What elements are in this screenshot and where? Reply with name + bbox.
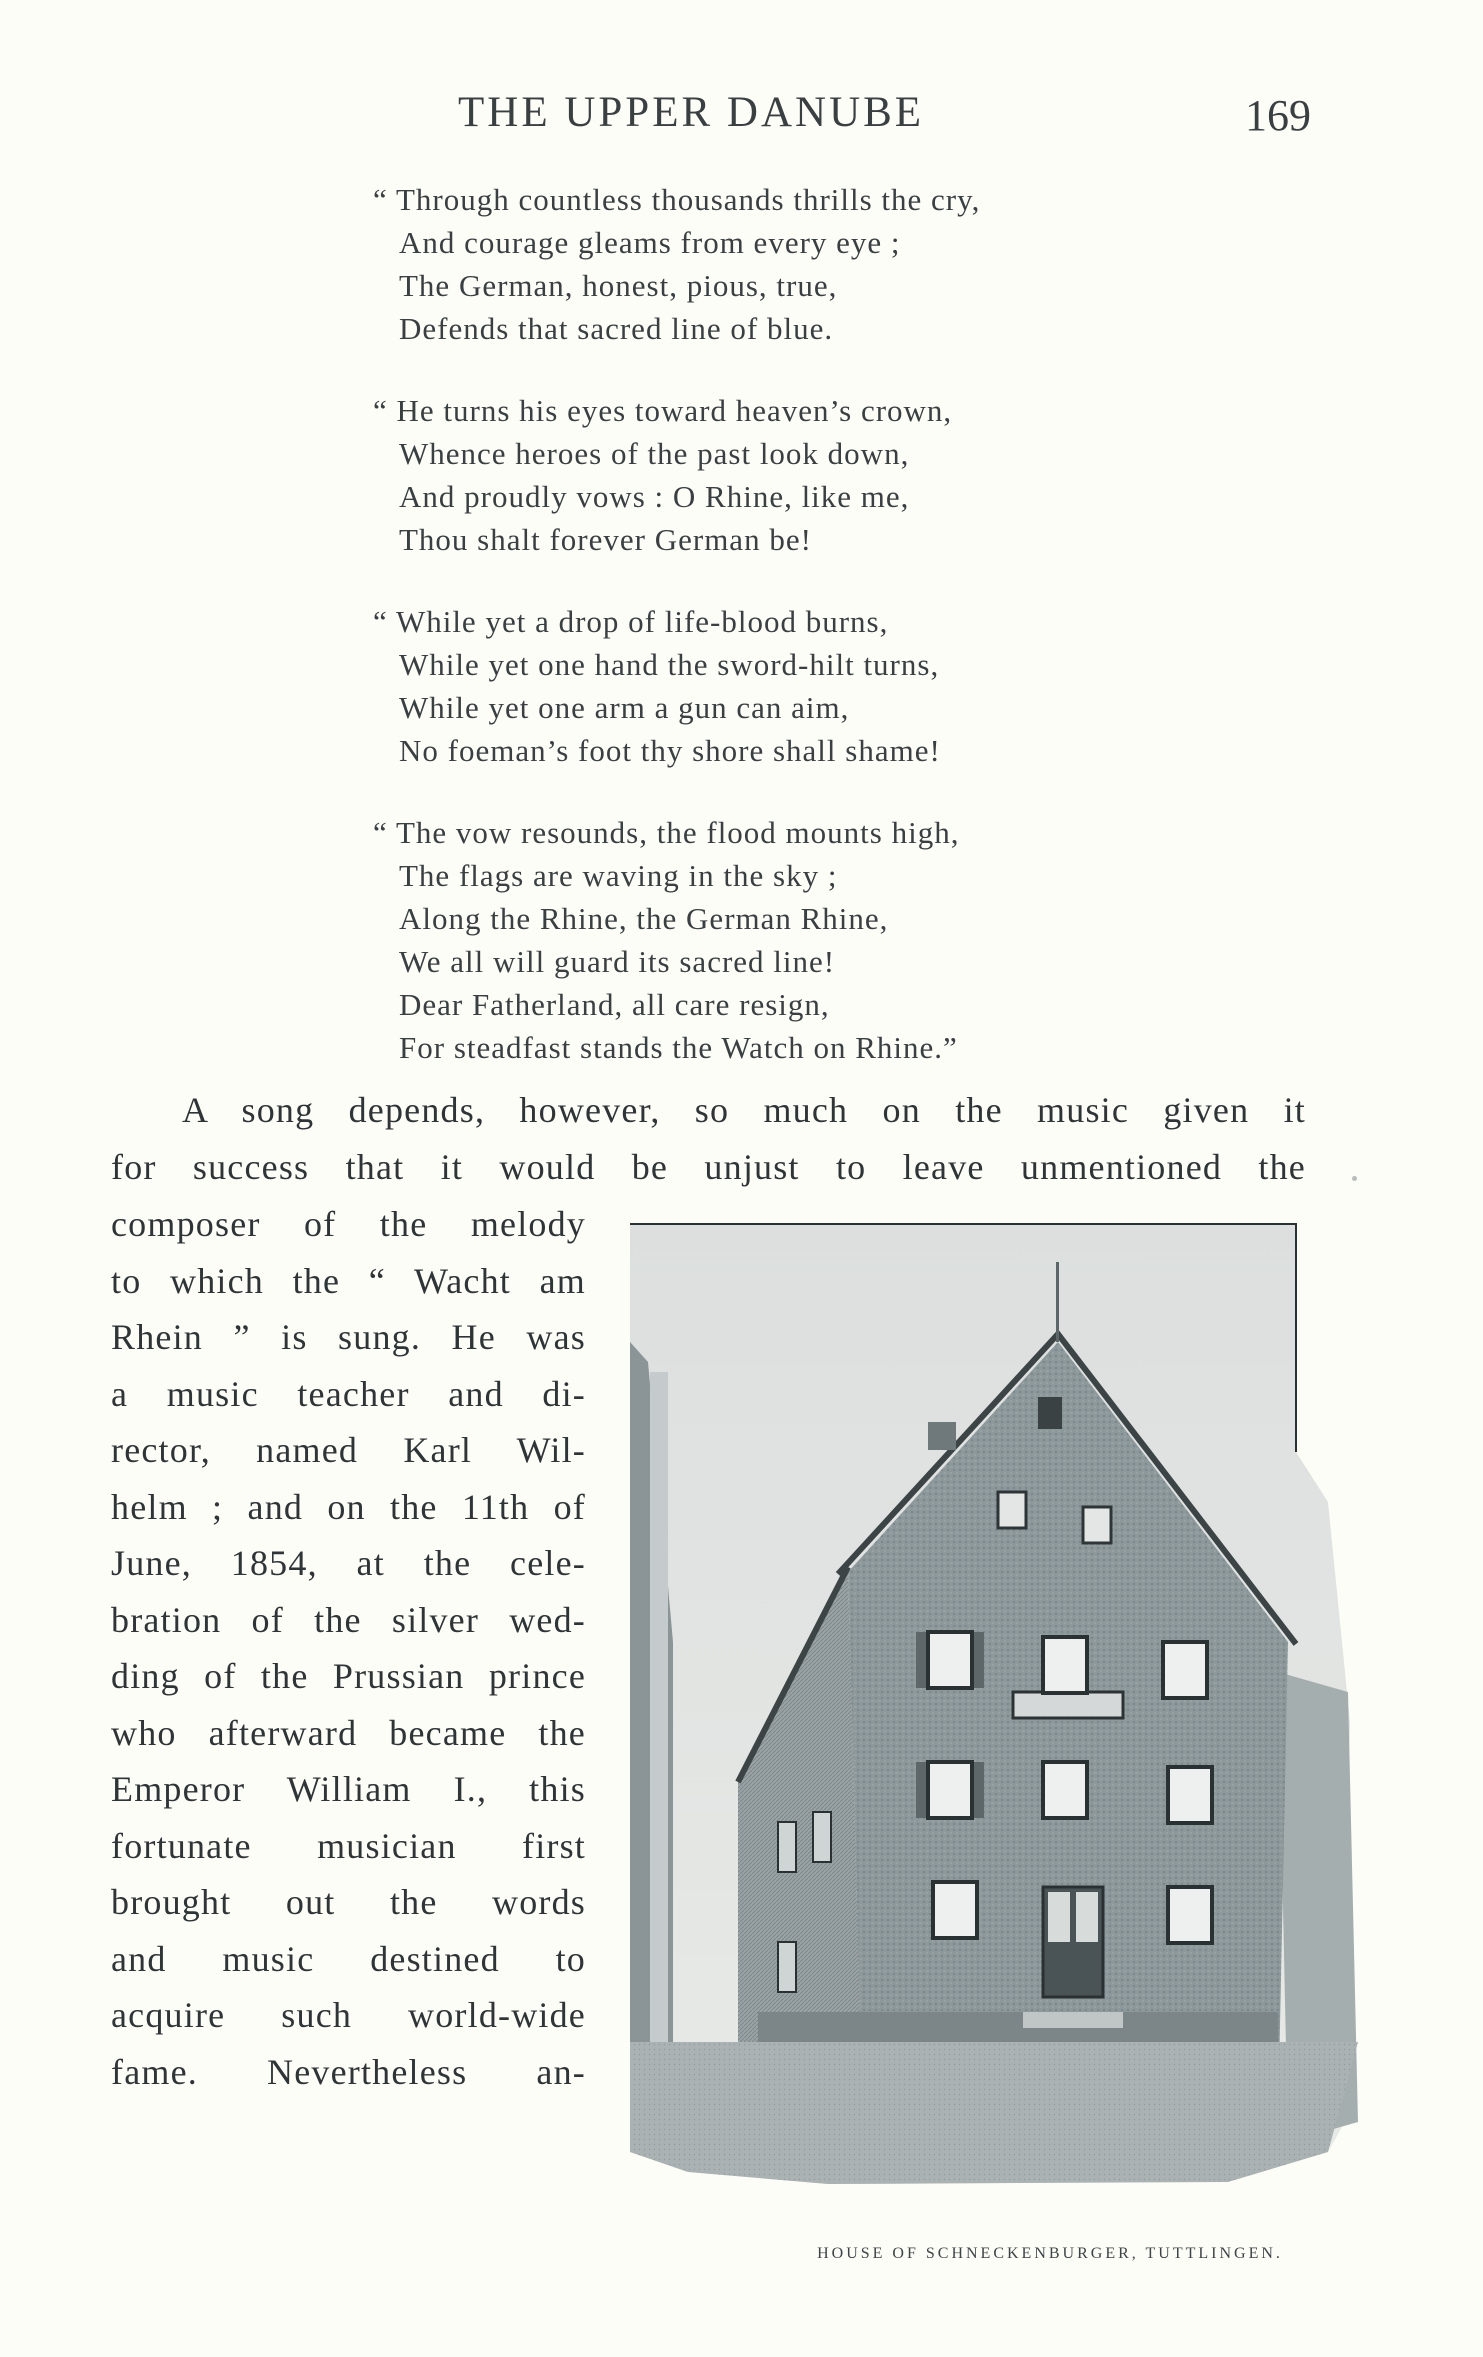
verse-line: Thou shalt forever German be! <box>399 522 812 557</box>
paragraph-line: a music teacher and di- <box>111 1373 586 1414</box>
page-number: 169 <box>1245 91 1311 140</box>
verse-line: “ He turns his eyes toward heaven’s crown, <box>373 393 953 428</box>
verse-line: “ While yet a drop of life-blood burns, <box>373 604 889 639</box>
paragraph-line: composer of the melody <box>111 1204 586 1244</box>
verse-line: “ The vow resounds, the flood mounts high, <box>373 815 960 850</box>
verse-line: And courage gleams from every eye ; <box>399 225 901 260</box>
paragraph-line: fortunate musician first <box>111 1825 586 1866</box>
paragraph-line: helm ; and on the 11th of <box>111 1486 586 1527</box>
paragraph-line: ding of the Prussian prince <box>111 1656 586 1696</box>
verse-line: The German, honest, pious, true, <box>399 268 838 303</box>
verse-line: For steadfast stands the Watch on Rhine.” <box>399 1030 958 1065</box>
print-speck <box>1352 1176 1357 1181</box>
paragraph-line: June, 1854, at the cele- <box>111 1543 586 1583</box>
verse-line: Whence heroes of the past look down, <box>399 436 910 471</box>
verse-line: Defends that sacred line of blue. <box>399 311 834 346</box>
paragraph-line: and music destined to <box>111 1938 586 1979</box>
verse-line: While yet one arm a gun can aim, <box>399 690 850 725</box>
poem-stanza-2 <box>373 389 1133 561</box>
poem-stanza-1 <box>373 178 1133 350</box>
verse-line: While yet one hand the sword-hilt turns, <box>399 647 940 682</box>
verse-line: And proudly vows : O Rhine, like me, <box>399 479 910 514</box>
poem <box>373 178 1133 1108</box>
house-illustration <box>628 1222 1398 2190</box>
running-head <box>0 88 1483 148</box>
paragraph-line: rector, named Karl Wil- <box>111 1430 586 1470</box>
paragraph-line: for success that it would be unjust to leave unmentioned the <box>111 1146 1306 1187</box>
paragraph-line: Emperor William I., this <box>111 1769 586 1809</box>
paragraph-line: brought out the words <box>111 1882 586 1922</box>
paragraph-line: bration of the silver wed- <box>111 1599 586 1640</box>
paragraph-line: who afterward became the <box>111 1712 586 1753</box>
paragraph-column <box>111 1196 586 2100</box>
house-engraving <box>628 1222 1398 2190</box>
verse-line: We all will guard its sacred line! <box>399 944 836 979</box>
paragraph-line: to which the “ Wacht am <box>111 1260 586 1301</box>
paragraph-line: acquire such world-wide <box>111 1995 586 2035</box>
verse-line: Dear Fatherland, all care resign, <box>399 987 830 1022</box>
paragraph-line: A song depends, however, so much on the music given it <box>182 1090 1306 1130</box>
verse-line: No foeman’s foot thy shore shall shame! <box>399 733 941 768</box>
figure-caption: HOUSE OF SCHNECKENBURGER, TUTTLINGEN. <box>817 2245 1283 2262</box>
verse-line: “ Through countless thousands thrills the cry, <box>373 182 981 217</box>
verse-line: The flags are waving in the sky ; <box>399 858 838 893</box>
paragraph-line: Rhein ” is sung. He was <box>111 1317 586 1357</box>
poem-stanza-3 <box>373 600 1133 772</box>
poem-stanza-4 <box>373 811 1133 1069</box>
paragraph-intro <box>111 1082 1306 1195</box>
verse-line: Along the Rhine, the German Rhine, <box>399 901 889 936</box>
running-title: THE UPPER DANUBE <box>458 89 925 136</box>
paragraph-line: fame. Nevertheless an- <box>111 2051 586 2092</box>
